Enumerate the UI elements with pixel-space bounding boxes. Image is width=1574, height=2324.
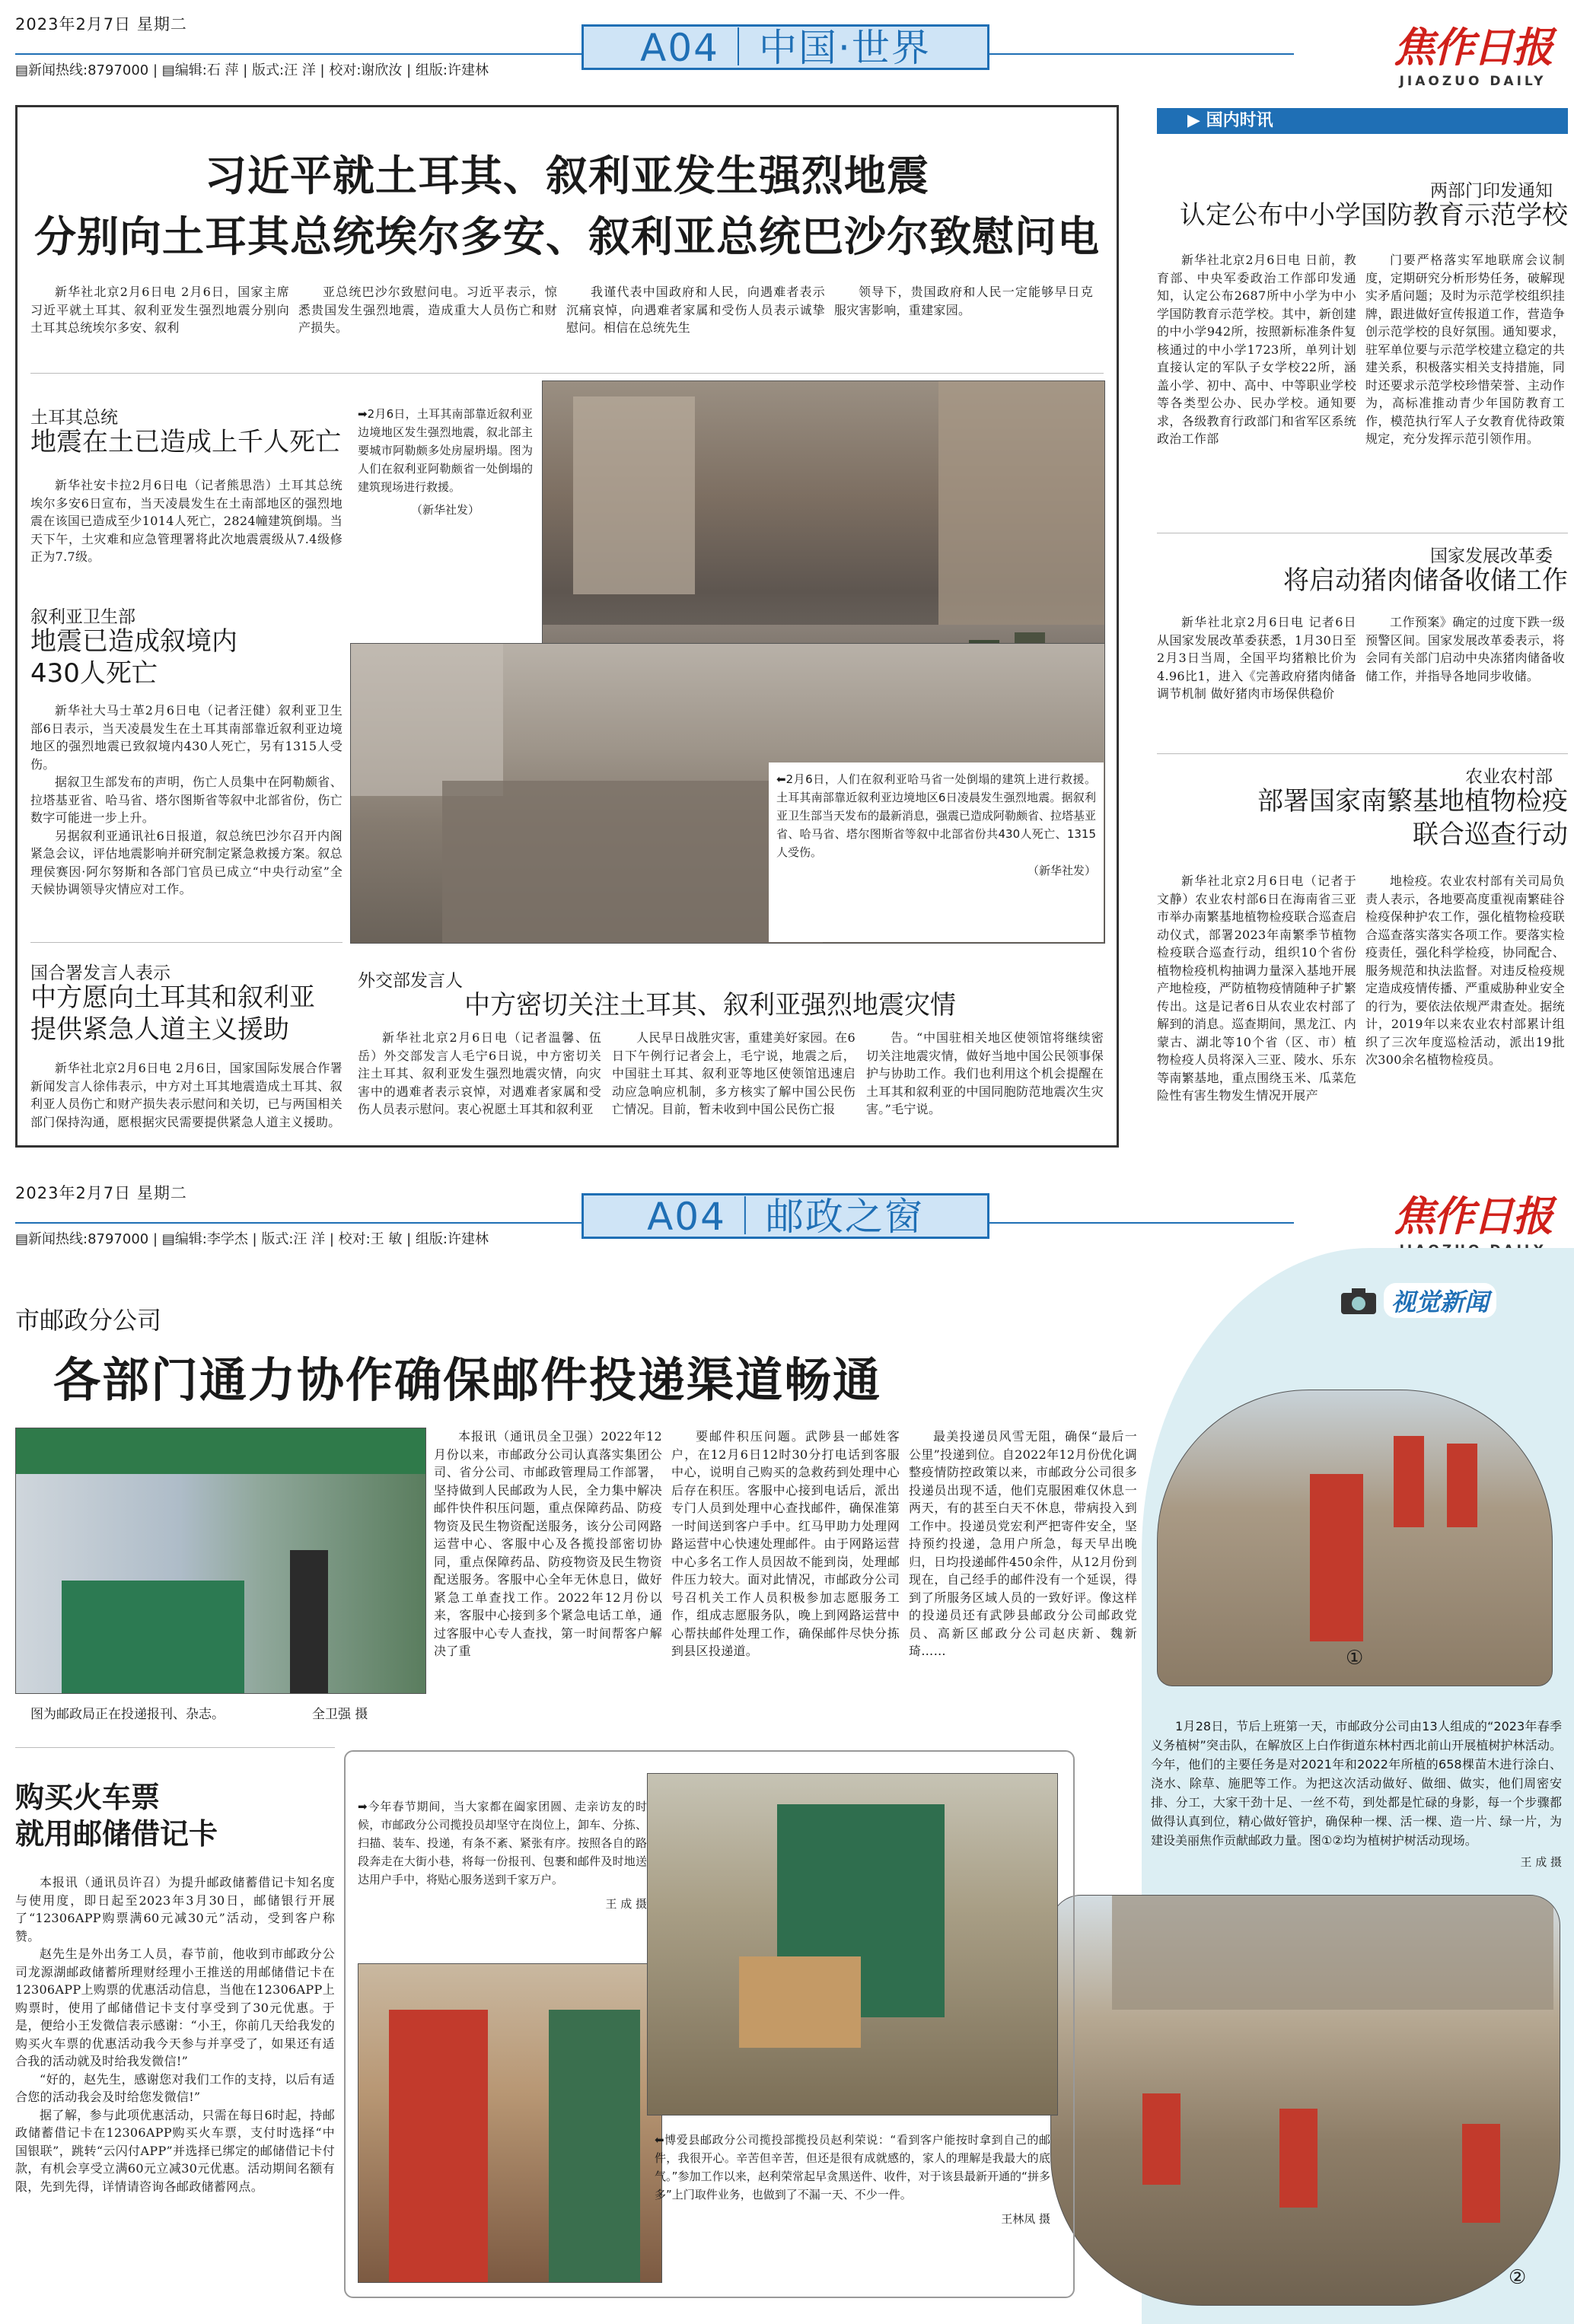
article-headline: 地震已造成叙境内 — [30, 626, 237, 657]
masthead-logo — [1385, 15, 1560, 89]
photo-caption: 图为邮政局正在投递报刊、杂志。 — [30, 1707, 225, 1722]
article-headline: 提供紧急人道主义援助 — [30, 1014, 289, 1045]
photo-caption-3: ➡今年春节期间，当大家都在阖家团圆、走亲访友的时候，市邮政分公司揽投员却坚守在岗位上，卸车、分拣、扫描、装车、投递，有条不紊、紧张有序。按照各自的路段奔走在大街小巷，将每一份报刊、包裹和邮件及时地送达用户手中，将贴心服务送到千家万户。 王 成 摄 — [358, 1800, 647, 1911]
article-body: 新华社北京2月6日电 2月6日，国家国际发展合作署新闻发言人徐伟表示，中方对土耳其地震造成土耳其、叙利亚人员伤亡和财产损失表示慰问和关切，已与两国相关部门保持沟通，愿根据灾民需要提供紧急人道主义援助。 — [30, 1061, 343, 1129]
section-title: A04｜邮政之窗 — [581, 1193, 989, 1239]
article-headline: 地震在土已造成上千人死亡 — [30, 427, 341, 457]
article-body: 告。“中国驻相关地区使领馆将继续密切关注地震灾情，做好当地中国公民领事保护与协助工作。我们也利用这个机会提醒在土耳其和叙利亚的中国同胞防范地震次生灾害。”毛宁说。 — [866, 1030, 1104, 1116]
photo-number-2: ② — [1509, 2266, 1527, 2289]
article-body: 新华社安卡拉2月6日电（记者熊思浩）土耳其总统埃尔多安6日宣布，当天凌晨发生在土南部地区的强烈地震在该国已造成至少1014人死亡，2824幢建筑倒塌。当天下午，土灾难和应急管理署将此次地震震级从7.4级修正为7.7级。 — [30, 478, 343, 564]
article-headline: 部署国家南繁基地植物检疫 — [1257, 786, 1568, 817]
article-body: 新华社北京2月6日电（记者温馨、伍岳）外交部发言人毛宁6日说，中方密切关注土耳其、叙利亚发生强烈地震灾情，向灾害中的遇难者表示哀悼，对遇难者家属和受伤人员表示慰问。衷心祝愿土耳其和叙利亚 — [358, 1030, 601, 1116]
lead-col-2: 亚总统巴沙尔致慰问电。习近平表示，惊悉贵国发生强烈地震，造成重大人员伤亡和财产损失。 — [298, 285, 557, 335]
article-body: 地检疫。农业农村部有关司局负责人表示，各地要高度重视南繁硅谷检疫保种护农工作，强化植物检疫联合巡查落实落实各项工作。要落实检疫责任，强化科学检疫，协同配合、服务规范和执法监督。对违反检疫规定造成疫情传播、严重威胁种业安全的行为，要依法依规严肃查处。据统计，2019年以来农业农村部累计组织了三次年度巡检活动，派出19批次300余名植物检疫员。 — [1365, 874, 1565, 1067]
visual-news-caption: 1月28日，节后上班第一天，市邮政分公司由13人组成的“2023年春季义务植树”突击队，在解放区上白作街道东林村西北前山开展植树护林活动。今年，他们的主要任务是对2021年和2022年所植的658棵苗木进行涂白、浇水、除草、施肥等工作。为把这次活动做好、做细、做实，他们周密安排、分工，大家干劲十足、一丝不苟，到处都是忙碌的身影，每一个步骤都做得认真到位，精心做好管护，确保种一棵、活一棵、造一片、绿一片，为建设美丽焦作贡献邮政力量。图①②均为植树护树活动现场。 王 成 摄 — [1151, 1719, 1562, 1869]
article-kicker: 农业农村部 — [1465, 767, 1553, 787]
divider — [30, 373, 1104, 374]
issue-date: 2023年2月7日 星期二 — [15, 1184, 187, 1202]
post-office-delivery-photo — [15, 1428, 426, 1694]
lead-col-3: 我谨代表中国政府和人民，向遇难者表示沉痛哀悼，向遇难者家属和受伤人员表示诚挚慰问。相信在总统先生 — [566, 285, 825, 335]
article-body: 本报讯（通讯员全卫强）2022年12月份以来，市邮政分公司认真落实集团公司、省分公司、市邮政管理局工作部署，坚持做到人民邮政为人民，全力集中解决邮件快件积压问题，重点保障药品、防疫物资及民生物资配送服务，该分公司网路运营中心、客服中心及各揽投部密切协同，重点保障药品、防疫物资及民生物资配送服务。客服中心全年无休息日，做好紧急工单查找工作。2022年12月份以来，客服中心接到多个紧急电话工单，通过客服中心专人查找，第一时间帮客户解决了重 — [434, 1429, 662, 1658]
section-title: A04｜中国·世界 — [581, 24, 989, 70]
article-body: 门要严格落实军地联席会议制度，定期研究分析形势任务，破解现实矛盾问题；及时为示范学校组织挂牌，跟进做好宣传报道工作，营造争创示范学校的良好氛围。通知要求，驻军单位要与示范学校建立稳定的共建关系，积极落实相关支持措施，同时还要求示范学校珍惜荣誉、主动作为，高标准推动青少年国防教育工作，模范执行军人子女教育优待政策规定，充分发挥示范引领作用。 — [1365, 253, 1565, 446]
article-kicker: 国合署发言人表示 — [30, 963, 170, 983]
article-headline: 将启动猪肉储备收储工作 — [1283, 565, 1568, 596]
article-body: 本报讯（通讯员许召）为提升邮政储蓄借记卡知名度与使用度，即日起至2023年3月30日，邮储银行开展了“12306APP购票满60元减30元”活动，受到客户称赞。 赵先生是外出务工人员，春节前，他收到市邮政分公司龙源湖邮政储蓄所理财经理小王推送的用邮储借记卡在12306APP上购票的优惠活动信息，当他在12306APP上购票时，使用了邮储借记卡支付享受到了30元优惠。于是，便给小王发微信表示感谢：“小王，你前几天给我发的购买火车票的优惠活动我今天参与并享受了，如果还有适合我的活动就及时给我发微信!” “好的，赵先生，感谢您对我们工作的支持，以后有适合您的活动我会及时给您发微信!” 据了解，参与此项优惠活动，只需在每日6时起，持邮政储蓄借记卡在12306APP购买火车票，支付时选择“中国银联”，跳转“云闪付APP”并选择已绑定的邮储借记卡付款，有机会享受立满60元立减30元优惠。活动期间名额有限，先到先得，详情请咨询各邮政储蓄网点。 — [15, 1875, 335, 2194]
article-kicker: 两部门印发通知 — [1430, 181, 1553, 201]
article-kicker: 土耳其总统 — [30, 408, 118, 428]
article-body: 新华社北京2月6日电 日前，教育部、中央军委政治工作部印发通知，认定公布2687所中小学为中小学国防教育示范学校。其中，新创建的中小学942所，按照新标准条件复核通过的中小学1723所，单列计划直接认定的军队子女学校22所，涵盖小学、初中、高中、中等职业学校等各类型公办、民办学校。通知要求，各级教育行政部门和省军区系统政治工作部 — [1157, 253, 1356, 446]
article-body: 要邮件积压问题。武陟县一邮姓客户，在12月6日12时30分打电话到客服中心，说明自己购买的急救药到处理中心后存在积压。客服中心接到电话后，派出专门人员到处理中心查找邮件，确保准第一时间送到客户手中。红马甲助力处理网路运营中心快速处理邮件。由于网路运营中心多名工作人员因故不能到岗，处理邮件压力较大。面对此情况，市邮政分公司号召机关工作人员积极参加志愿服务工作，组成志愿服务队，晚上到网路运营中心帮扶邮件处理工作，确保邮件尽快分拣到县区投递道。 — [671, 1429, 900, 1658]
photo-caption-2: ⬅2月6日，人们在叙利亚哈马省一处倒塌的建筑上进行救援。土耳其南部靠近叙利亚边境地区6日凌晨发生强烈地震。据叙利亚卫生部当天发布的最新消息，强震已造成阿勒颇省、拉塔基亚省、哈马省、塔尔图斯省等叙中北部省份共430人死亡、1315人受伤。 （新华社发） — [769, 762, 1104, 942]
photo-credit: 全卫强 摄 — [312, 1707, 368, 1722]
credits-line: ▤新闻热线:8797000 | ▤编辑:李学杰 | 版式:汪 洋 | 校对:王 敏 | 组版:许建林 — [15, 1231, 489, 1247]
article-headline: 联合巡查行动 — [1413, 820, 1568, 850]
masthead-logo — [1385, 1184, 1560, 1258]
article-headline: 就用邮储借记卡 — [15, 1817, 218, 1851]
article-body: 新华社北京2月6日电 记者6日从国家发展改革委获悉，1月30日至2月3日当周，全国平均猪粮比价为4.96比1，进入《完善政府猪肉储备调节机制 做好猪肉市场保供稳价 — [1157, 615, 1356, 701]
lead-col-1: 新华社北京2月6日电 2月6日，国家主席习近平就土耳其、叙利亚发生强烈地震分别向土耳其总统埃尔多安、叙利 — [30, 285, 289, 335]
lead-headline-2: 分别向土耳其总统埃尔多安、叙利亚总统巴沙尔致慰问电 — [33, 212, 1100, 261]
article-headline: 中方愿向土耳其和叙利亚 — [30, 982, 315, 1013]
camera-icon — [1340, 1285, 1378, 1316]
article-headline: 各部门通力协作确保邮件投递渠道畅通 — [53, 1352, 882, 1408]
domestic-news-tag: ▶ 国内时讯 — [1157, 108, 1568, 134]
logo-text: 焦作日报 — [1394, 23, 1552, 72]
logo-text: 焦作日报 — [1394, 1192, 1552, 1240]
article-headline: 430人死亡 — [30, 658, 158, 689]
article-kicker: 市邮政分公司 — [15, 1306, 162, 1335]
article-headline: 购买火车票 — [15, 1781, 161, 1814]
lead-headline-1: 习近平就土耳其、叙利亚发生强烈地震 — [204, 151, 929, 200]
delivery-worker-photo — [358, 1963, 662, 2283]
divider — [15, 1747, 335, 1748]
visual-news-banner — [1340, 1283, 1496, 1318]
visual-news-label: 视觉新闻 — [1384, 1283, 1496, 1318]
lead-col-4: 领导下，贵国政府和人民一定能够早日克服灾害影响，重建家园。 — [834, 285, 1093, 317]
article-headline: 认定公布中小学国防教育示范学校 — [1180, 200, 1568, 231]
photo-caption-1: ➡2月6日，土耳其南部靠近叙利亚边境地区发生强烈地震，叙北部主要城市阿勒颇多处房屋坍塌。图为人们在叙利亚阿勒颇省一处倒塌的建筑现场进行救援。 （新华社发） — [350, 397, 540, 633]
article-body: 新华社大马士革2月6日电（记者汪健）叙利亚卫生部6日表示，当天凌晨发生在土耳其南部靠近叙利亚边境地区的强烈地震已致叙境内430人死亡，另有1315人受伤。 据叙卫生部发布的声明，伤亡人员集中在阿勒颇省、拉塔基亚省、哈马省、塔尔图斯省等叙中北部省份，伤亡数字可能进一步上升。 另据叙利亚通讯社6日报道，叙总统巴沙尔召开内阁紧急会议，评估地震影响并研究制定紧急救援方案。叙总理侯赛因·阿尔努斯和各部门官员已成立“中央行动室”全天候协调领导灾情应对工作。 — [30, 703, 343, 896]
tree-planting-photo-2 — [1050, 1895, 1560, 2306]
article-body: 新华社北京2月6日电（记者于文静）农业农村部6日在海南省三亚市举办南繁基地植物检疫联合巡查启动仪式，部署2023年南繁季节植物检疫联合巡查行动，组织10个省份植物检疫机构抽调力量深入基地开展产地检疫，严防植物疫情随种子扩繁传出。这是记者6日从农业农村部了解到的消息。巡查期间，黑龙江、内蒙古、湖北等10个省（区、市）植物检疫人员将深入三亚、陵水、乐东等南繁基地，重点围绕玉米、瓜菜危险性有害生物发生情况开展产 — [1157, 874, 1356, 1103]
photo-number-1: ① — [1346, 1647, 1364, 1670]
article-kicker: 国家发展改革委 — [1430, 546, 1553, 566]
article-kicker: 叙利亚卫生部 — [30, 607, 135, 627]
tree-planting-photo-1 — [1157, 1390, 1553, 1686]
issue-date: 2023年2月7日 星期二 — [15, 15, 187, 33]
article-body: 最美投递员风雪无阻，确保“最后一公里”投递到位。自2022年12月份优化调整疫情防控政策以来，市邮政分公司很多投递员出现不适，他们克服困难仅休息一两天，有的甚至白天不休息，带病投入到工作中。投递员党宏利严把寄件安全，坚持预约投递，急用户所急，每天早出晚归，日均投递邮件450余件，从12月份到现在，自己经手的邮件没有一个延误，得到了所服务区域人员的一致好评。像这样的投递员还有武陟县邮政分公司邮政党员、高新区邮政分公司赵庆新、魏新琦…… — [909, 1429, 1137, 1658]
photo-caption-4: ⬅博爱县邮政分公司揽投部揽投员赵利荣说：“看到客户能按时拿到自己的邮件，我很开心。辛苦但辛苦，但还是很有成就感的，家人的理解是我最大的底气。”参加工作以来，赵利荣常起早贪黑送件、收件，对于该县最新开通的“拼多多”上门取件业务，也做到了不漏一天、不少一件。 王林凤 摄 — [655, 2133, 1050, 2226]
divider — [30, 942, 343, 943]
divider — [1157, 753, 1568, 754]
credits-line: ▤新闻热线:8797000 | ▤编辑:石 萍 | 版式:汪 洋 | 校对:谢欣汝 | 组版:许建林 — [15, 62, 489, 78]
courier-sorting-photo — [647, 1773, 1058, 2115]
article-body: 人民早日战胜灾害，重建美好家园。在6日下午例行记者会上，毛宁说，地震之后，中国驻土耳其、叙利亚等地区使领馆迅速启动应急响应机制，多方核实了解中国公民伤亡情况。目前，暂未收到中国公民伤亡报 — [612, 1030, 856, 1116]
article-body: 工作预案》确定的过度下跌一级预警区间。国家发展改革委表示，将会同有关部门启动中央冻猪肉储备收储工作，并指导各地同步收储。 — [1365, 615, 1565, 683]
article-kicker: 外交部发言人 — [358, 971, 463, 991]
logo-english: JIAOZUO DAILY — [1399, 74, 1547, 89]
article-headline: 中方密切关注土耳其、叙利亚强烈地震灾情 — [464, 990, 956, 1020]
